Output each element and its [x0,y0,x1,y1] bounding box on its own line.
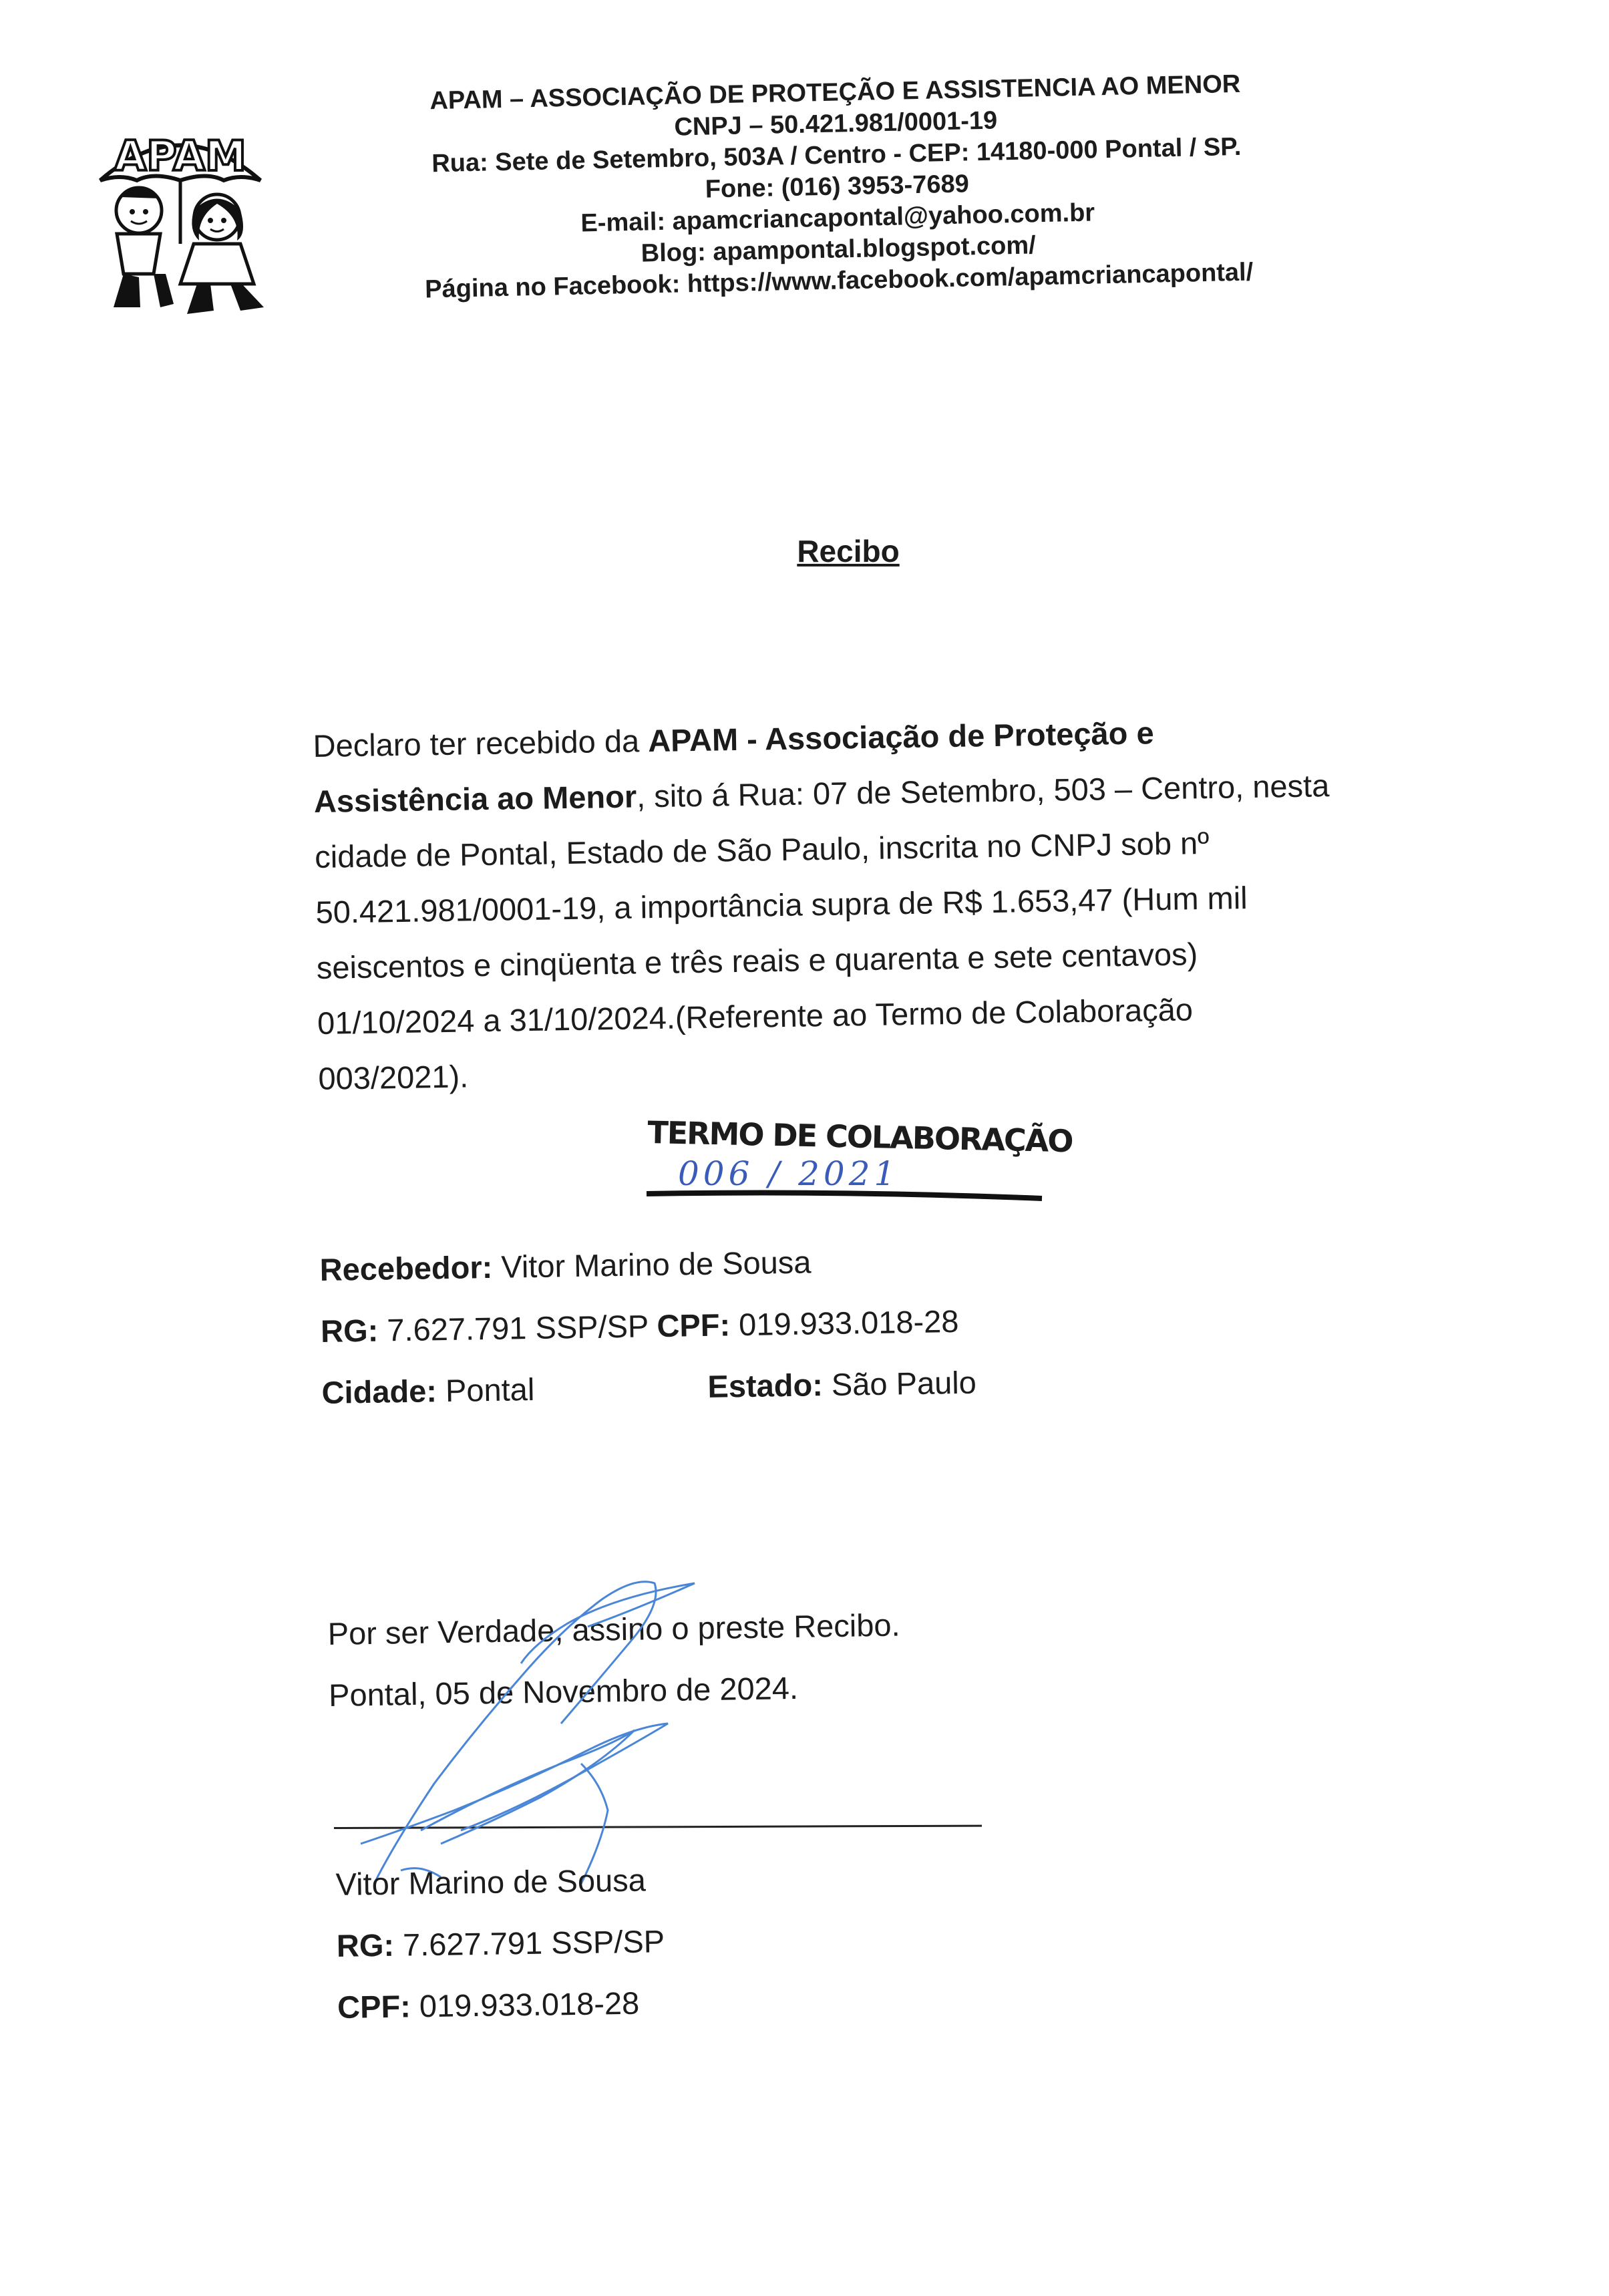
rg-cpf-row: RG: 7.627.791 SSP/SP CPF: 019.933.018-28 [320,1303,959,1349]
receiver-details [319,1224,1257,1424]
org-phone: Fone: (016) 3953-7689 [705,170,970,204]
org-name: APAM – ASSOCIAÇÃO DE PROTEÇÃO E ASSISTENCIA AO MENOR [429,69,1241,116]
stamp-title: TERMO DE COLABORAÇÃO [647,1114,1073,1160]
org-address: Rua: Sete de Setembro, 503A / Centro - CEP: 14180-000 Pontal / SP. [431,132,1242,178]
svg-text:APAM: APAM [114,132,246,180]
signer-rg: RG: 7.627.791 SSP/SP [336,1923,665,1963]
receipt-body: Declaro ter recebido da APAM - Associação de Proteção e Assistência ao Menor, sito á Rua: 07 de Setembro, 503 – Centro, nesta cidade de Pontal, Estado de São Paulo, inscrita no CNPJ sob nº 50.421.981/0001-19, a importância supra de R$ 1.653,47 (Hum mil seiscentos e cinqüenta e três reais e quarenta e sete centavos) 01/10/2024 a 31/10/2024.(Referente ao Termo de Colaboração 003/2021). [313,715,1330,1096]
signer-cpf: CPF: 019.933.018-28 [337,1985,640,2025]
termo-stamp [641,1109,1073,1222]
org-facebook: Página no Facebook: https://www.facebook.com/apamcriancapontal/ [424,258,1254,304]
org-email: E-mail: apamcriancapontal@yahoo.com.br [580,198,1095,238]
org-name-bold-cont: Assistência ao Menor [313,778,637,819]
signer-block [335,1844,1006,2038]
stamp-handwritten-number: 006 / 2021 [678,1154,900,1193]
org-name-bold: APAM - Associação de Proteção e [647,715,1154,759]
org-cnpj: CNPJ – 50.421.981/0001-19 [674,106,998,142]
apam-logo-icon [87,117,274,321]
cidade-estado-row: Cidade: Pontal Estado: São Paulo [321,1347,1257,1424]
letterhead [374,67,1300,307]
signer-name: Vitor Marino de Sousa [335,1862,647,1902]
closing-date: Pontal, 05 de Novembro de 2024. [328,1669,799,1713]
recebedor-row: Recebedor: Vitor Marino de Sousa [319,1244,812,1287]
org-blog: Blog: apampontal.blogspot.com/ [641,231,1037,268]
estado-field: Estado: São Paulo [707,1364,977,1404]
closing-declaration: Por ser Verdade, assino o preste Recibo. [327,1607,900,1651]
document-title: Recibo [797,534,900,568]
